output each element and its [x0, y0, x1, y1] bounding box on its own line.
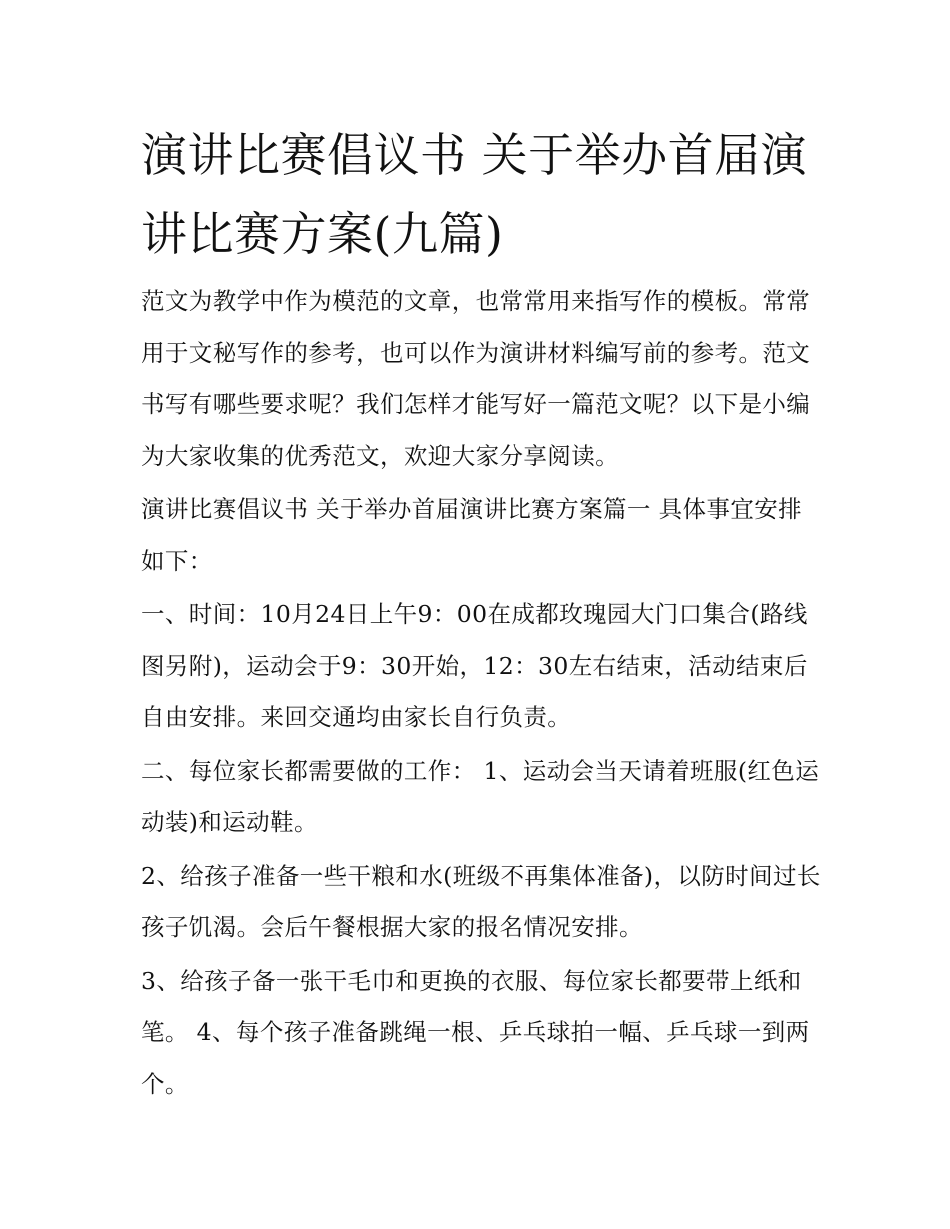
paragraph-section-heading: 演讲比赛倡议书 关于举办首届演讲比赛方案篇一 具体事宜安排如下： [141, 495, 803, 575]
paragraph-food-water: 2、给孩子准备一些干粮和水(班级不再集体准备)，以防时间过长孩子饥渴。会后午餐根据大家的报名情况安排。 [141, 861, 821, 941]
document-title: 演讲比赛倡议书 关于举办首届演讲比赛方案(九篇) [141, 128, 808, 261]
paragraph-supplies: 3、给孩子备一张干毛巾和更换的衣服、每位家长都要带上纸和笔。 4、每个孩子准备跳绳一根、乒乓球拍一幅、乒乓球一到两个。 [141, 966, 810, 1098]
paragraph-time: 一、时间：10月24日上午9：00在成都玫瑰园大门口集合(路线图另附)，运动会于9：30开始，12：30左右结束，活动结束后自由安排。来回交通均由家长自行负责。 [141, 600, 808, 731]
paragraph-parent-duties: 二、每位家长都需要做的工作： 1、运动会当天请着班服(红色运动装)和运动鞋。 [141, 756, 820, 836]
document-body [141, 276, 821, 1112]
paragraph-intro: 范文为教学中作为模范的文章，也常常用来指写作的模板。常常用于文秘写作的参考，也可以作为演讲材料编写前的参考。范文书写有哪些要求呢？我们怎样才能写好一篇范文呢？以下是小编为大家收集的优秀范文，欢迎大家分享阅读。 [141, 287, 811, 470]
